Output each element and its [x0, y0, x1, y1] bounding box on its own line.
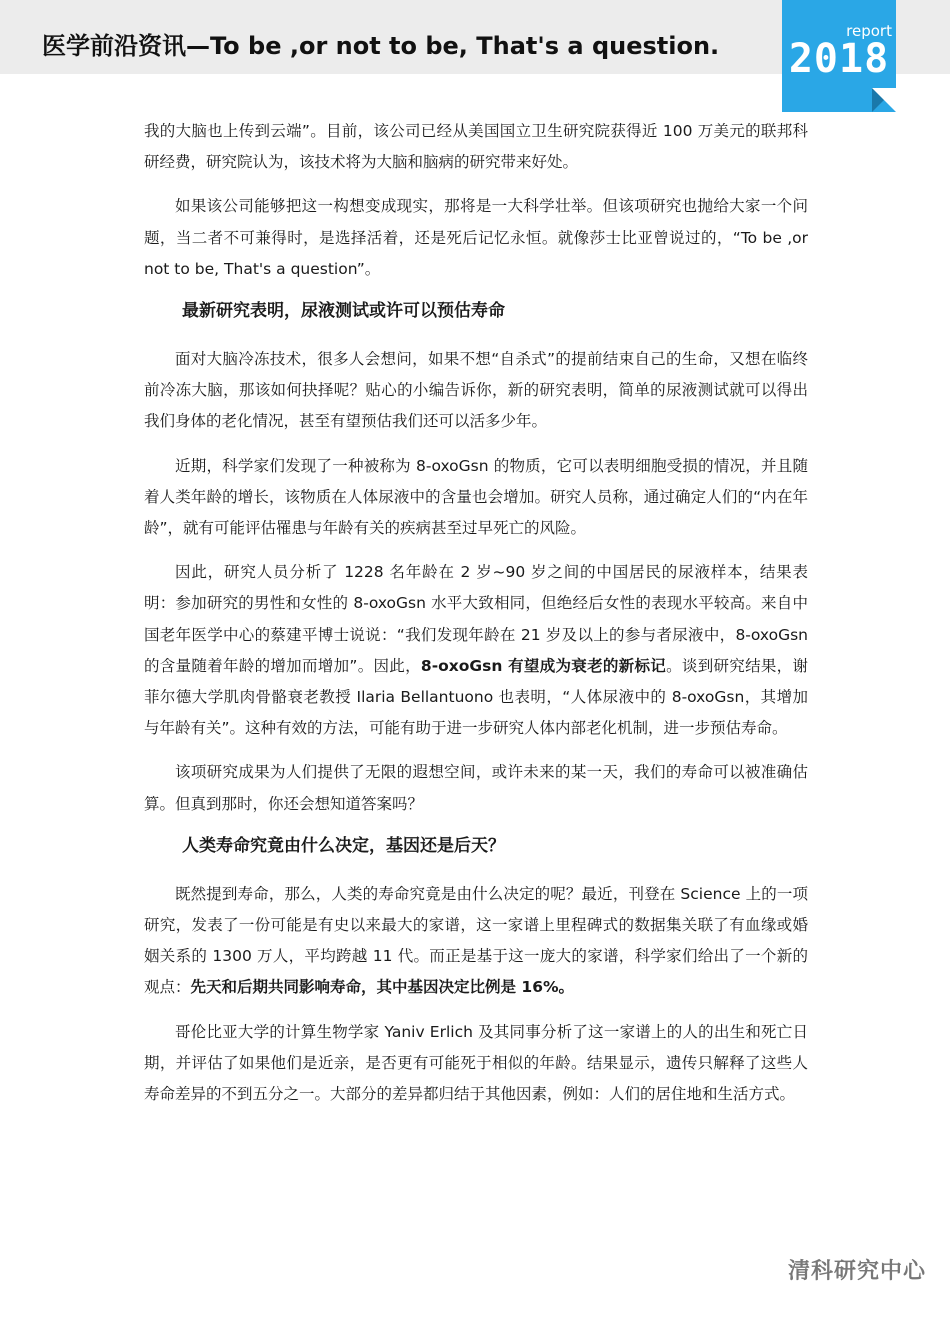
paragraph-text: 既然提到寿命，那么，人类的寿命究竟是由什么决定的呢？最近，刊登在 Science 上的一项研究，发表了一份可能是有史以来最大的家谱，这一家谱上里程碑式的数据集关联了有血缘或婚姻关系的 1300 万人，平均跨越 11 代。而正是基于这一庞大的家谱，科学家们给出了一个新的观点： — [144, 884, 808, 997]
footer-logo: 清科研究中心 — [788, 1259, 927, 1284]
paragraph: 哥伦比亚大学的计算生物学家 Yaniv Erlich 及其同事分析了这一家谱上的人的出生和死亡日期，并评估了如果他们是近亲，是否更有可能死于相似的年龄。结果显示，遗传只解释了这些人寿命差异的不到五分之一。大部分的差异都归结于其他因素，例如：人们的居住地和生活方式。 — [144, 1022, 808, 1104]
highlight-text: 8-oxoGsn 有望成为衰老的新标记 — [420, 656, 667, 675]
badge-year: 2018 — [788, 36, 890, 82]
paragraph: 如果该公司能够把这一构想变成现实，那将是一大科学壮举。但该项研究也抛给大家一个问题，当二者不可兼得时，是选择活着，还是死后记忆永恒。就像莎士比亚曾说过的，“To be ,or not to be, That's a question”。 — [144, 197, 808, 278]
paragraph: 面对大脑冷冻技术，很多人会想问，如果不想“自杀式”的提前结束自己的生命，又想在临终前冷冻大脑，那该如何抉择呢？贴心的小编告诉你，新的研究表明，简单的尿液测试就可以得出我们身体的老化情况，甚至有望预估我们还可以活多少年。 — [144, 350, 808, 431]
paragraph-text: 因此，研究人员分析了 1228 名年龄在 2 岁~90 岁之间的中国居民的尿液样本，结果表明：参加研究的男性和女性的 8-oxoGsn 水平大致相同，但绝经后女性的表现水平较高。来自中国老年医学中心的蔡建平博士说说：“我们发现年龄在 21 岁及以上的参与者尿液中，8-oxoGsn 的含量随着年龄的增加而增加”。因此， — [144, 563, 808, 675]
badge-fold-corner — [872, 88, 896, 112]
paragraph — [144, 557, 808, 744]
highlight-text: 先天和后期共同影响寿命，其中基因决定比例是 16%。 — [190, 978, 575, 997]
page-title: 医学前沿资讯—To be ,or not to be, That's a question. — [42, 32, 720, 60]
badge-report-word: report — [846, 22, 892, 40]
paragraph-text: 。谈到研究结果，谢菲尔德大学肌肉骨骼衰老教授 Ilaria Bellantuono 也表明，“人体尿液中的 8-oxoGsn，其增加与年龄有关”。这种有效的方法，可能有助于进一步研究人体内部老化机制，进一步预估寿命。 — [144, 656, 808, 738]
section-heading: 最新研究表明，尿液测试或许可以预估寿命 — [182, 301, 505, 322]
section-heading: 人类寿命究竟由什么决定，基因还是后天？ — [182, 835, 505, 856]
paragraph: 近期，科学家们发现了一种被称为 8-oxoGsn 的物质，它可以表明细胞受损的情况，并且随着人类年龄的增长，该物质在人体尿液中的含量也会增加。研究人员称，通过确定人们的“内在年龄”，就有可能评估罹患与年龄有关的疾病甚至过早死亡的风险。 — [144, 456, 808, 538]
paragraph: 我的大脑也上传到云端”。目前，该公司已经从美国国立卫生研究院获得近 100 万美元的联邦科研经费，研究院认为，该技术将为大脑和脑病的研究带来好处。 — [144, 122, 808, 172]
paragraph: 该项研究成果为人们提供了无限的遐想空间，或许未来的某一天，我们的寿命可以被准确估算。但真到那时，你还会想知道答案吗？ — [144, 763, 808, 813]
paragraph — [144, 879, 808, 1004]
article-body — [144, 116, 808, 1123]
